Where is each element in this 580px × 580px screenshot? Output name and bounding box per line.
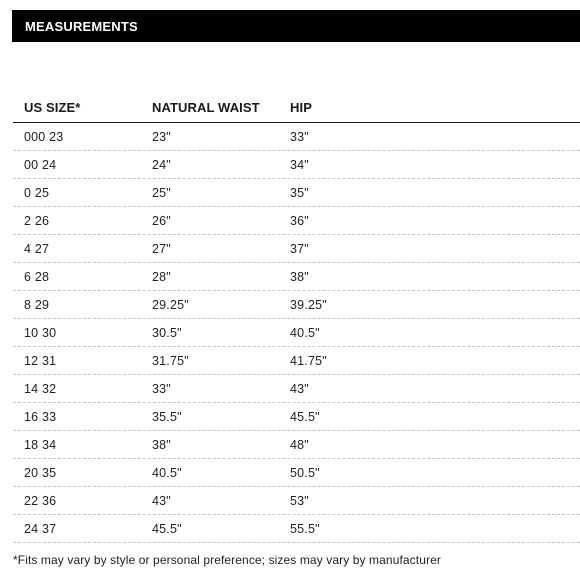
cell-hip: 38" [290,269,309,284]
cell-hip: 45.5" [290,409,320,424]
table-row [13,151,580,179]
table-row [13,487,580,515]
cell-natural-waist: 23" [152,129,171,144]
cell-us-size: 22 36 [24,493,57,508]
cell-us-size: 20 35 [24,465,57,480]
cell-hip: 33" [290,129,309,144]
cell-natural-waist: 35.5" [152,409,182,424]
fit-disclaimer-footnote: *Fits may vary by style or personal preference; sizes may vary by manufacturer [13,553,441,567]
table-row [13,263,580,291]
table-row [13,431,580,459]
cell-us-size: 16 33 [24,409,57,424]
cell-us-size: 4 27 [24,241,50,256]
table-row [13,291,580,319]
cell-hip: 41.75" [290,353,327,368]
cell-us-size: 8 29 [24,297,50,312]
table-row [13,515,580,543]
cell-hip: 36" [290,213,309,228]
cell-us-size: 10 30 [24,325,57,340]
table-row [13,347,580,375]
table-row [13,403,580,431]
cell-us-size: 18 34 [24,437,57,452]
table-header-row [13,92,580,123]
cell-us-size: 0 25 [24,185,50,200]
cell-hip: 43" [290,381,309,396]
measurements-header-bar [12,10,580,42]
cell-us-size: 12 31 [24,353,57,368]
cell-natural-waist: 25" [152,185,171,200]
cell-natural-waist: 31.75" [152,353,189,368]
cell-hip: 40.5" [290,325,320,340]
cell-natural-waist: 33" [152,381,171,396]
table-row [13,459,580,487]
table-row [13,123,580,151]
cell-natural-waist: 30.5" [152,325,182,340]
cell-us-size: 00 24 [24,157,57,172]
table-row [13,207,580,235]
cell-us-size: 2 26 [24,213,50,228]
page-title: MEASUREMENTS [25,18,138,34]
cell-natural-waist: 45.5" [152,521,182,536]
table-row [13,179,580,207]
cell-hip: 37" [290,241,309,256]
column-header-us-size: US SIZE* [24,99,81,115]
cell-natural-waist: 40.5" [152,465,182,480]
column-header-natural-waist: NATURAL WAIST [152,99,260,115]
cell-hip: 35" [290,185,309,200]
cell-natural-waist: 27" [152,241,171,256]
cell-natural-waist: 38" [152,437,171,452]
column-header-hip: HIP [290,99,312,115]
cell-natural-waist: 43" [152,493,171,508]
cell-us-size: 000 23 [24,129,64,144]
cell-us-size: 6 28 [24,269,50,284]
table-row [13,235,580,263]
table-row [13,319,580,347]
cell-natural-waist: 26" [152,213,171,228]
cell-hip: 48" [290,437,309,452]
cell-hip: 39.25" [290,297,327,312]
cell-natural-waist: 28" [152,269,171,284]
cell-natural-waist: 29.25" [152,297,189,312]
cell-hip: 50.5" [290,465,320,480]
cell-hip: 55.5" [290,521,320,536]
cell-hip: 34" [290,157,309,172]
table-row [13,375,580,403]
cell-hip: 53" [290,493,309,508]
cell-us-size: 24 37 [24,521,57,536]
cell-us-size: 14 32 [24,381,57,396]
cell-natural-waist: 24" [152,157,171,172]
size-chart-table [13,92,580,543]
